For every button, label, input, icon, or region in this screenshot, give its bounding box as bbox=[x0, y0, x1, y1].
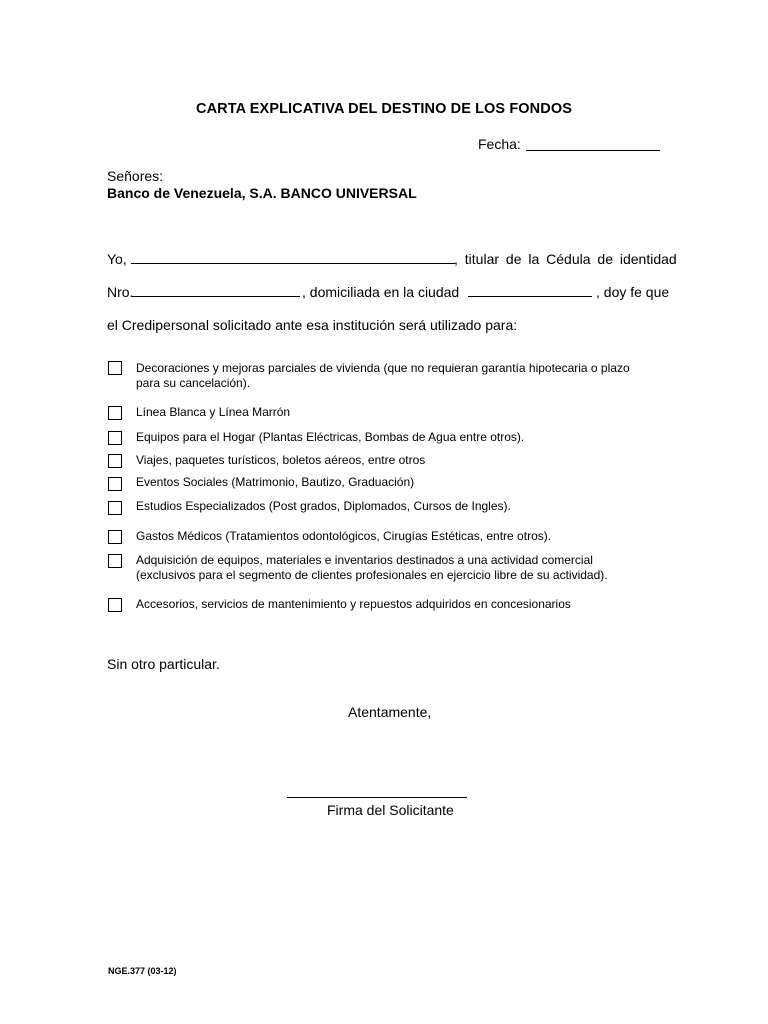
line2-suffix: , doy fe que bbox=[596, 284, 670, 300]
option-checkbox-6[interactable] bbox=[108, 501, 122, 515]
option-label-9: Accesorios, servicios de mantenimiento y repuestos adquiridos en concesionarios bbox=[136, 597, 571, 611]
option-label-7: Gastos Médicos (Tratamientos odontológicos, Cirugías Estéticas, entre otros). bbox=[136, 529, 552, 543]
regards-text: Atentamente, bbox=[348, 704, 432, 720]
option-checkbox-9[interactable] bbox=[108, 598, 122, 612]
option-label-8 bbox=[136, 553, 608, 583]
option-label-6: Estudios Especializados (Post grados, Diplomados, Cursos de Ingles). bbox=[136, 499, 511, 513]
line2-prefix: Nro. bbox=[107, 284, 134, 300]
closing-text: Sin otro particular. bbox=[107, 656, 220, 672]
addressee: Banco de Venezuela, S.A. BANCO UNIVERSAL bbox=[107, 185, 417, 201]
name-field-line[interactable] bbox=[131, 263, 455, 264]
option-checkbox-2[interactable] bbox=[108, 406, 122, 420]
form-code: NGE.377 (03-12) bbox=[108, 966, 177, 976]
option-checkbox-4[interactable] bbox=[108, 454, 122, 468]
signature-label: Firma del Solicitante bbox=[327, 802, 454, 818]
date-field-line[interactable] bbox=[526, 150, 660, 151]
salutation: Señores: bbox=[107, 168, 164, 184]
city-field-line[interactable] bbox=[468, 296, 592, 297]
option-label-1 bbox=[136, 361, 630, 391]
option-label-5: Eventos Sociales (Matrimonio, Bautizo, Graduación) bbox=[136, 475, 415, 489]
signature-line[interactable] bbox=[287, 797, 467, 798]
option-label-3: Equipos para el Hogar (Plantas Eléctricas, Bombas de Agua entre otros). bbox=[136, 430, 525, 444]
option-label-4: Viajes, paquetes turísticos, boletos aéreos, entre otros bbox=[136, 453, 426, 467]
document-title: CARTA EXPLICATIVA DEL DESTINO DE LOS FONDOS bbox=[196, 101, 572, 117]
line1-prefix: Yo, bbox=[107, 251, 127, 267]
option-label-1-line1: Decoraciones y mejoras parciales de vivienda (que no requieran garantía hipotecaria o plazo bbox=[136, 361, 630, 375]
option-label-1-line2: para su cancelación). bbox=[136, 376, 251, 390]
option-label-2: Línea Blanca y Línea Marrón bbox=[136, 405, 291, 419]
option-label-8-line2: (exclusivos para el segmento de clientes profesionales en ejercicio libre de su actividad). bbox=[136, 568, 608, 582]
option-label-8-line1: Adquisición de equipos, materiales e inventarios destinados a una actividad comercial bbox=[136, 553, 593, 567]
option-checkbox-5[interactable] bbox=[108, 477, 122, 491]
line1-suffix: , titular de la Cédula de identidad bbox=[454, 251, 677, 267]
line2-middle: , domiciliada en la ciudad bbox=[302, 284, 460, 300]
option-checkbox-8[interactable] bbox=[108, 554, 122, 568]
option-checkbox-3[interactable] bbox=[108, 431, 122, 445]
option-checkbox-1[interactable] bbox=[108, 361, 122, 375]
id-number-field-line[interactable] bbox=[131, 296, 300, 297]
option-checkbox-7[interactable] bbox=[108, 530, 122, 544]
line3: el Credipersonal solicitado ante esa institución será utilizado para: bbox=[107, 317, 518, 333]
date-label: Fecha: bbox=[478, 136, 521, 152]
